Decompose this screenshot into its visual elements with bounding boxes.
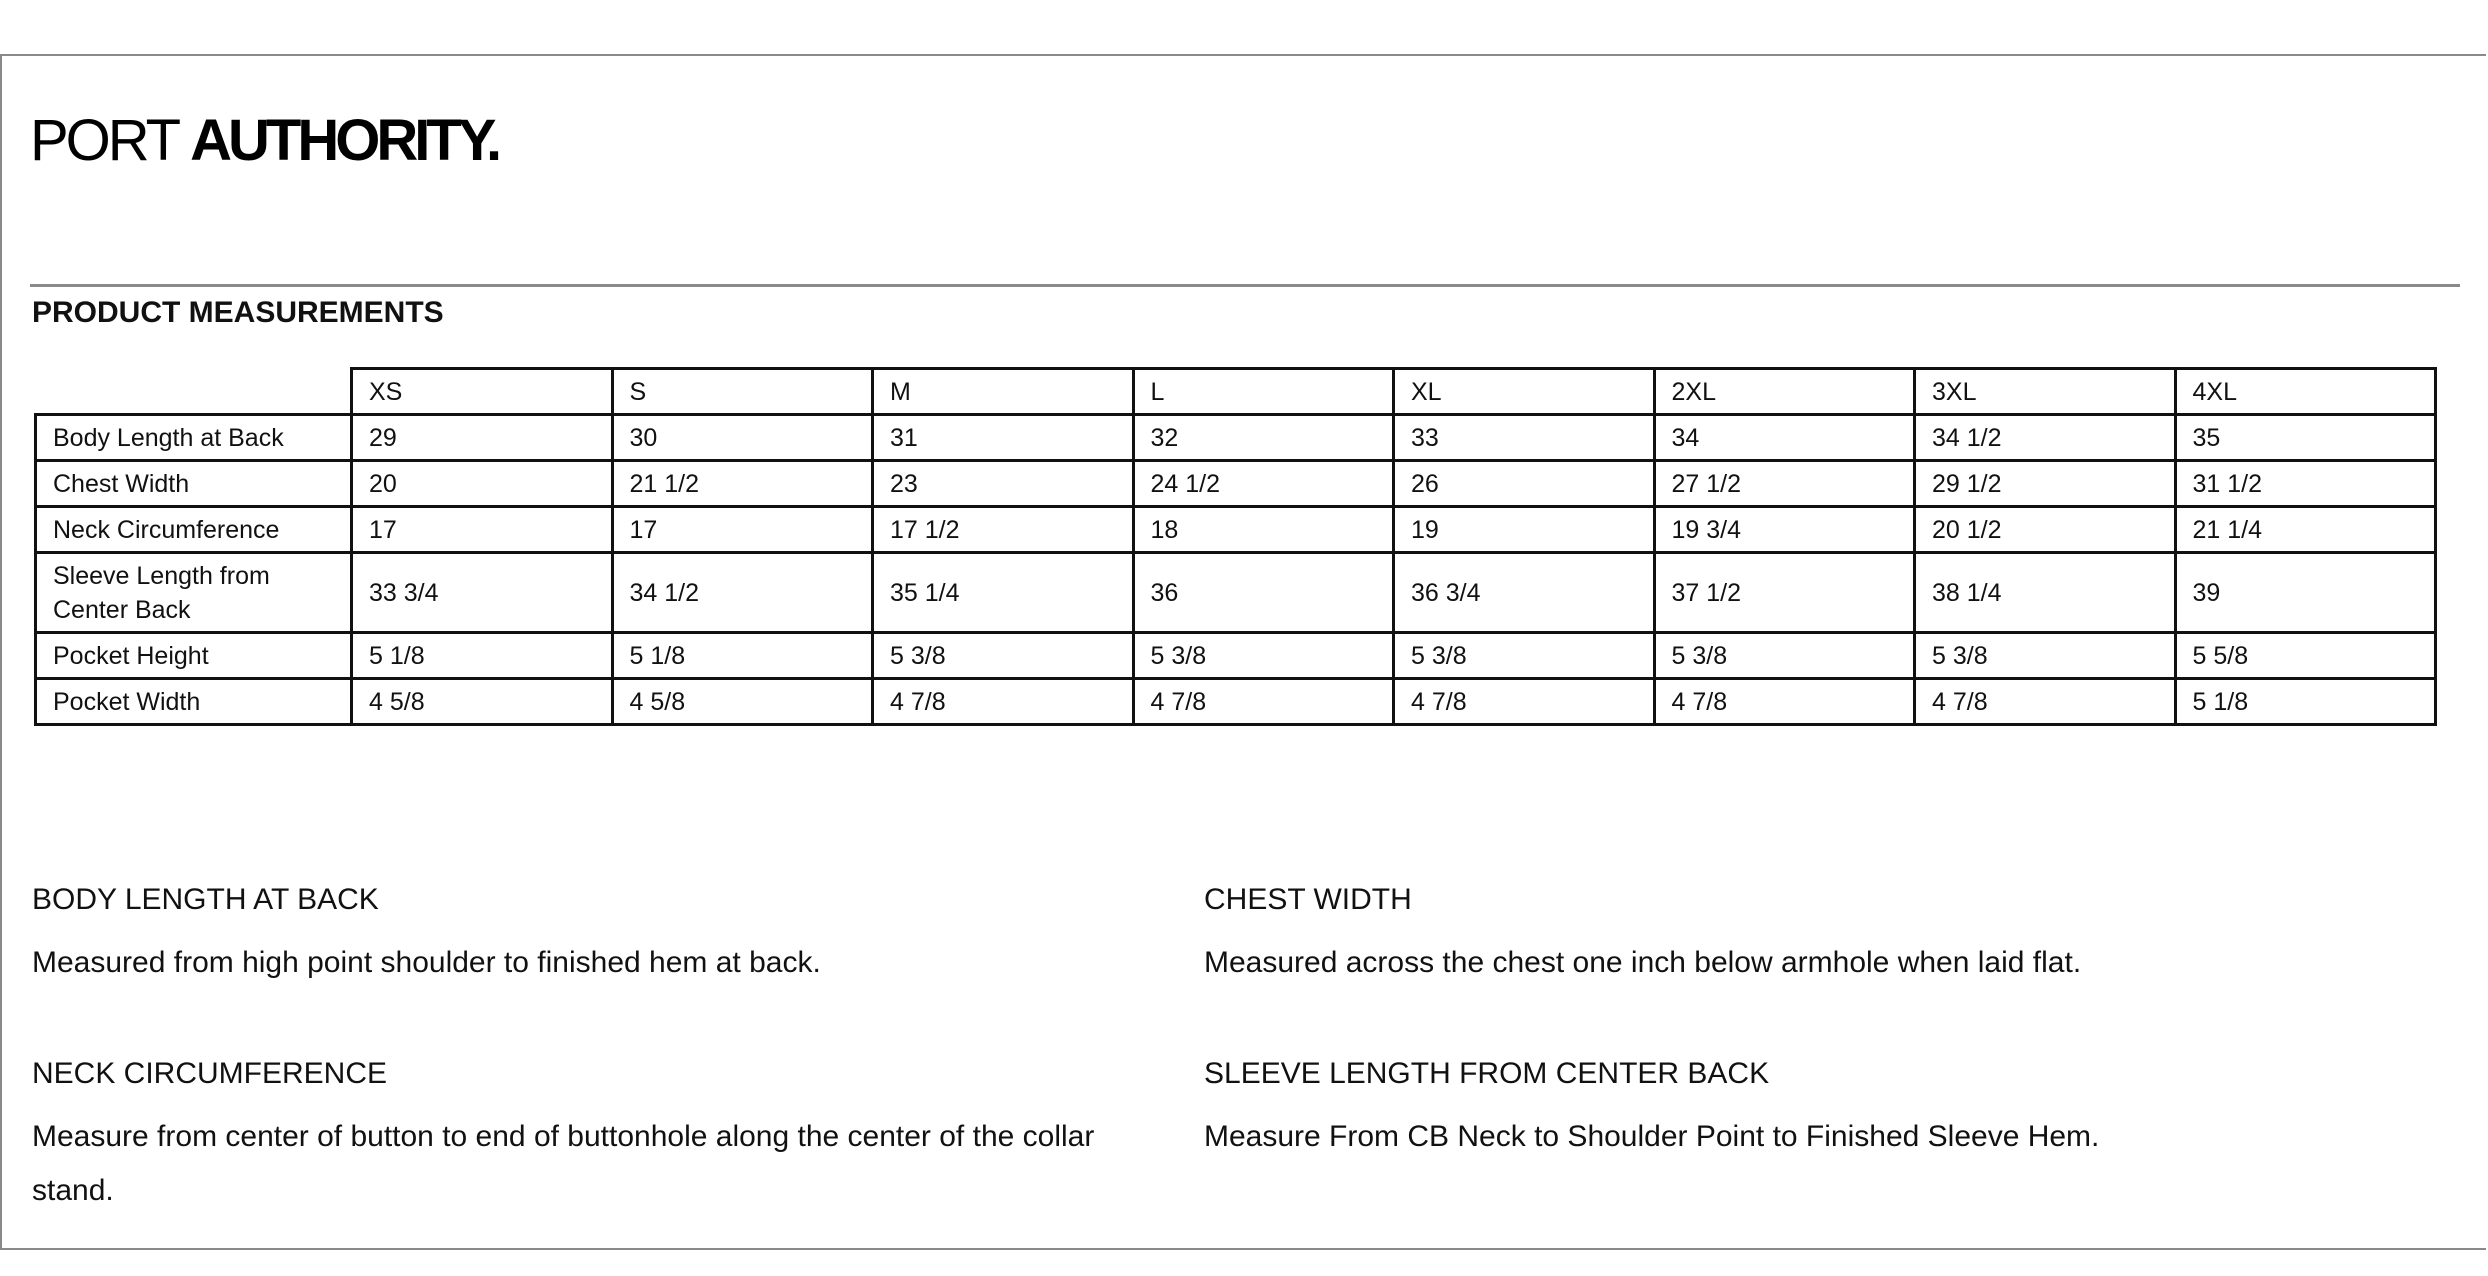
table-cell: 4 7/8 (1394, 679, 1655, 725)
table-row (36, 553, 2436, 633)
description-text: Measured from high point shoulder to finished hem at back. (32, 946, 821, 979)
row-label-line: Sleeve Length from (53, 561, 270, 590)
table-cell: 5 1/8 (352, 633, 613, 679)
table-cell: 18 (1133, 507, 1394, 553)
table-cell: 5 3/8 (873, 633, 1134, 679)
row-label: Body Length at Back (36, 415, 352, 461)
table-cell: 5 5/8 (2175, 633, 2436, 679)
column-header-xl: XL (1394, 369, 1655, 415)
column-header-s: S (612, 369, 873, 415)
table-cell: 36 3/4 (1394, 553, 1655, 633)
measurements-table (34, 367, 2437, 726)
description-sleeve-length (1204, 1056, 2324, 1164)
column-header-l: L (1133, 369, 1394, 415)
table-cell: 4 5/8 (612, 679, 873, 725)
row-label: Chest Width (36, 461, 352, 507)
description-body-length (32, 882, 1152, 990)
table-cell: 17 1/2 (873, 507, 1134, 553)
description-heading: SLEEVE LENGTH FROM CENTER BACK (1204, 1057, 1770, 1090)
table-cell: 29 (352, 415, 613, 461)
column-header-m: M (873, 369, 1134, 415)
table-cell: 4 7/8 (873, 679, 1134, 725)
table-cell: 4 7/8 (1654, 679, 1915, 725)
table-cell: 31 1/2 (2175, 461, 2436, 507)
table-cell: 29 1/2 (1915, 461, 2176, 507)
row-label (36, 553, 352, 633)
table-cell: 4 5/8 (352, 679, 613, 725)
table-cell: 17 (352, 507, 613, 553)
row-label: Pocket Width (36, 679, 352, 725)
table-cell: 5 1/8 (2175, 679, 2436, 725)
table-cell: 27 1/2 (1654, 461, 1915, 507)
table-cell: 20 1/2 (1915, 507, 2176, 553)
table-cell: 5 3/8 (1394, 633, 1655, 679)
table-cell: 20 (352, 461, 613, 507)
table-cell: 5 3/8 (1654, 633, 1915, 679)
column-header-2xl: 2XL (1654, 369, 1915, 415)
table-cell: 24 1/2 (1133, 461, 1394, 507)
table-cell: 37 1/2 (1654, 553, 1915, 633)
table-cell: 21 1/2 (612, 461, 873, 507)
header-divider (30, 284, 2460, 287)
table-row (36, 633, 2436, 679)
table-cell: 4 7/8 (1133, 679, 1394, 725)
table-cell: 5 3/8 (1133, 633, 1394, 679)
row-label: Neck Circumference (36, 507, 352, 553)
table-cell: 21 1/4 (2175, 507, 2436, 553)
table-row (36, 507, 2436, 553)
table-corner-cell (36, 369, 352, 415)
table-cell: 35 (2175, 415, 2436, 461)
table-cell: 36 (1133, 553, 1394, 633)
column-header-4xl: 4XL (2175, 369, 2436, 415)
table-cell: 19 3/4 (1654, 507, 1915, 553)
table-cell: 32 (1133, 415, 1394, 461)
table-cell: 33 (1394, 415, 1655, 461)
table-row (36, 461, 2436, 507)
table-cell: 17 (612, 507, 873, 553)
section-title: PRODUCT MEASUREMENTS (32, 296, 444, 329)
table-cell: 34 1/2 (612, 553, 873, 633)
table-cell: 34 1/2 (1915, 415, 2176, 461)
description-neck-circumference (32, 1056, 1152, 1218)
description-heading: NECK CIRCUMFERENCE (32, 1057, 388, 1090)
brand-logo (30, 108, 499, 173)
table-row (36, 679, 2436, 725)
table-cell: 26 (1394, 461, 1655, 507)
row-label: Pocket Height (36, 633, 352, 679)
description-text: Measure From CB Neck to Shoulder Point to Finished Sleeve Hem. (1204, 1120, 2100, 1153)
table-header-row (36, 369, 2436, 415)
size-chart-page (0, 54, 2486, 1250)
table-cell: 5 3/8 (1915, 633, 2176, 679)
description-heading: CHEST WIDTH (1204, 883, 1412, 916)
table-cell: 38 1/4 (1915, 553, 2176, 633)
table-cell: 23 (873, 461, 1134, 507)
description-heading: BODY LENGTH AT BACK (32, 883, 379, 916)
description-text: Measured across the chest one inch below armhole when laid flat. (1204, 946, 2082, 979)
table-cell: 4 7/8 (1915, 679, 2176, 725)
table-cell: 5 1/8 (612, 633, 873, 679)
column-header-xs: XS (352, 369, 613, 415)
logo-text-authority: AUTHORITY. (190, 108, 499, 173)
logo-text-port: PORT (30, 108, 191, 173)
table-cell: 31 (873, 415, 1134, 461)
table-cell: 33 3/4 (352, 553, 613, 633)
table-cell: 34 (1654, 415, 1915, 461)
table-cell: 19 (1394, 507, 1655, 553)
table-row (36, 415, 2436, 461)
table-cell: 35 1/4 (873, 553, 1134, 633)
row-label-line: Center Back (53, 595, 191, 624)
description-chest-width (1204, 882, 2324, 990)
table-cell: 30 (612, 415, 873, 461)
table-cell: 39 (2175, 553, 2436, 633)
description-text: Measure from center of button to end of buttonhole along the center of the collar stand. (32, 1120, 1095, 1207)
column-header-3xl: 3XL (1915, 369, 2176, 415)
